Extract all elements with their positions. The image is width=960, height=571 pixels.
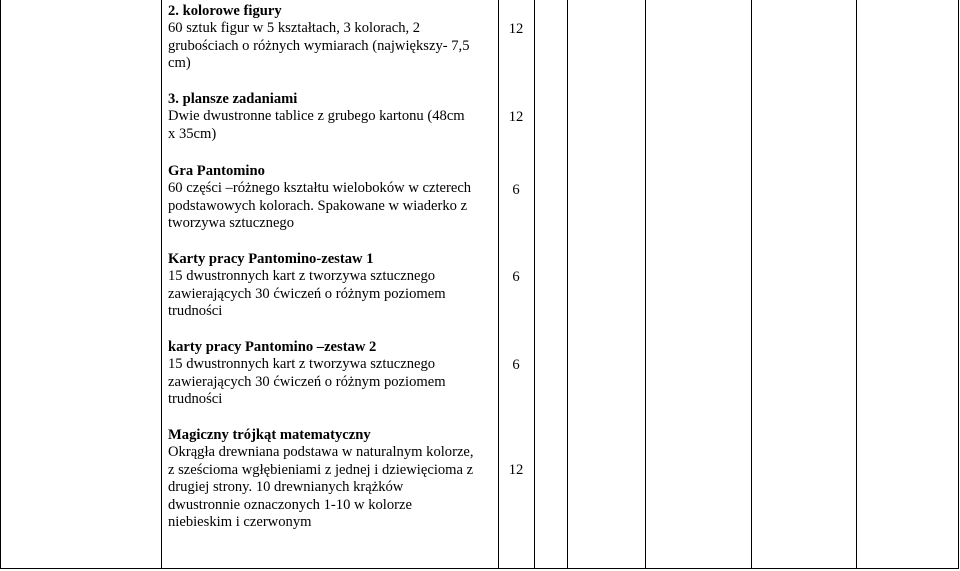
item-description (168, 339, 498, 409)
item-heading: Karty pracy Pantomino-zestaw 1 (168, 251, 374, 267)
item-line: 60 sztuk figur w 5 kształtach, 3 kolorach, 2 (168, 20, 421, 37)
item-line: 15 dwustronnych kart z tworzywa sztucznego (168, 268, 436, 285)
table-column-divider (498, 0, 499, 569)
table-column-divider (645, 0, 646, 569)
item-line: trudności (168, 391, 223, 408)
table-column-divider (161, 0, 162, 569)
table-column-divider (567, 0, 568, 569)
item-line: x 35cm) (168, 125, 217, 142)
item-quantity: 12 (508, 109, 524, 125)
item-line: Okrągła drewniana podstawa w naturalnym kolorze, (168, 444, 474, 461)
item-heading: karty pracy Pantomino –zestaw 2 (168, 339, 377, 355)
item-quantity: 6 (512, 182, 520, 198)
item-line: 15 dwustronnych kart z tworzywa sztucznego (168, 356, 436, 373)
item-line: cm) (168, 55, 191, 72)
item-line: Dwie dwustronne tablice z grubego kartonu (48cm (168, 108, 465, 125)
table-column-divider (751, 0, 752, 569)
item-line: 60 części –różnego kształtu wieloboków w czterech (168, 180, 472, 197)
item-line: grubościach o różnych wymiarach (największy- 7,5 (168, 37, 470, 54)
item-description (168, 251, 498, 321)
item-description (168, 3, 498, 73)
item-line: dwustronnie oznaczonych 1-10 w kolorze (168, 496, 412, 513)
item-description (168, 91, 498, 143)
table-border-bottom (0, 568, 959, 569)
table-border-left (0, 0, 1, 569)
item-description (168, 427, 498, 531)
item-quantity: 6 (512, 357, 520, 373)
table-column-divider (534, 0, 535, 569)
item-line: podstawowych kolorach. Spakowane w wiaderko z (168, 197, 468, 214)
item-line: trudności (168, 303, 223, 320)
item-description (168, 163, 498, 233)
item-line: z sześcioma wgłębieniami z jednej i dziewięcioma z (168, 461, 474, 478)
item-line: tworzywa sztucznego (168, 215, 295, 232)
item-heading: Magiczny trójkąt matematyczny (168, 427, 371, 443)
item-quantity: 12 (508, 462, 524, 478)
table-border-right (958, 0, 959, 569)
item-heading: 2. kolorowe figury (168, 3, 282, 19)
item-line: drugiej strony. 10 drewnianych krążków (168, 479, 404, 496)
table-column-divider (856, 0, 857, 569)
item-quantity: 6 (512, 269, 520, 285)
item-heading: 3. plansze zadaniami (168, 91, 298, 107)
item-quantity: 12 (508, 21, 524, 37)
item-line: niebieskim i czerwonym (168, 514, 312, 531)
item-line: zawierających 30 ćwiczeń o różnym poziomem (168, 373, 446, 390)
item-line: zawierających 30 ćwiczeń o różnym poziomem (168, 285, 446, 302)
item-heading: Gra Pantomino (168, 163, 265, 179)
